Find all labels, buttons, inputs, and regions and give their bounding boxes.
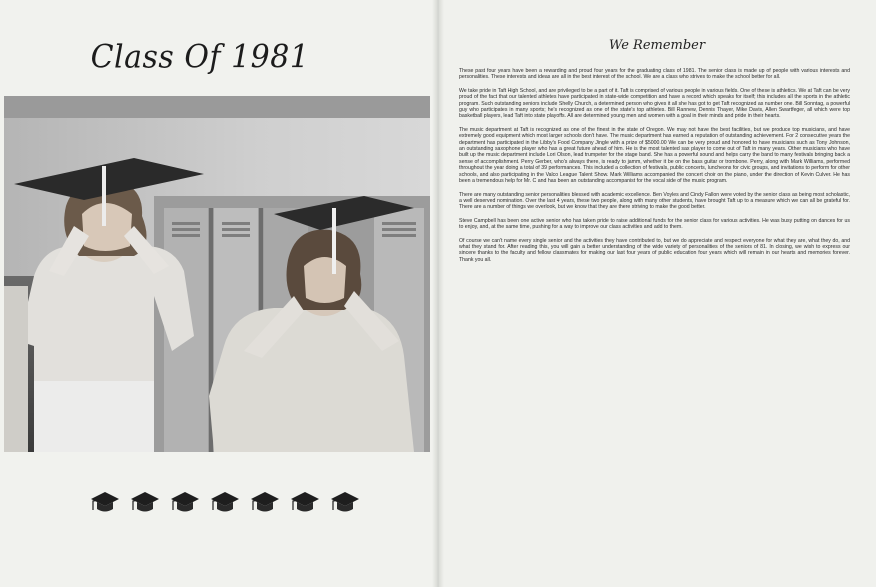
right-page-title: We Remember — [608, 38, 706, 53]
graduation-cap-icon — [330, 488, 360, 516]
senior-girls-photo — [4, 96, 430, 452]
graduation-cap-icon — [210, 488, 240, 516]
page-gutter — [432, 0, 444, 587]
paragraph: We take pride in Taft High School, and are privileged to be a part of it. Taft is comprised of various people in various fields. One of these is athletics. We at Taft can be very proud of the fact that our talented athletes have participated in state-wide competition and have a record which speaks for itself; this includes all the sports in the athletic program. Such outstanding seniors include Shelly Church, a determined person who gives it all she has got to get Taft recognized as number one. Bill Sonntag, a powerful guy who participates in many sports; he's recognized as one of the state's top athletes. Bill Rannew, Dennis Thayer, Mike Davis, Allen Swartfeger, all which were top basketball players, lead Taft into state playoffs. All are determined young men and women with a goal in their minds and pride in their hearts. — [459, 87, 850, 120]
left-page-title: Class Of 1981 — [90, 39, 310, 76]
paragraph: These past four years have been a rewarding and proud four years for the graduating class of 1981. The senior class is made up of people with various interests and personalities. These interests and ideas are all in the best interest of the school. We are a class who strives to make the school better for all. — [459, 68, 850, 81]
photo-illustration — [4, 96, 430, 452]
graduation-caps-row — [90, 488, 360, 518]
graduation-cap-icon — [130, 488, 160, 516]
graduation-cap-icon — [170, 488, 200, 516]
graduation-cap-icon — [90, 488, 120, 516]
paragraph: Steve Campbell has been one active senior who has taken pride to raise additional funds for the senior class for various activities. He was busy putting on dances for us to enjoy, and, at the same time, pushing for a way to improve our class activities and add to them. — [459, 217, 850, 231]
graduation-cap-icon — [290, 488, 320, 516]
paragraph: Of course we can't name every single senior and the activities they have contributed to, but we do appreciate and respect everyone for what they are, what they do, and what they stand for. After reading this, you will gain a better understanding of the wide variety of personalities of the seniors of 81. In closing, we wish to express our sincere thanks to the faculty and fellow classmates for making our last four years of public education four years which will remain in our hearts and memories forever. Thank you all. — [459, 237, 850, 263]
article-body — [459, 68, 850, 270]
paragraph: There are many outstanding senior personalities blessed with academic excellence. Ben Voyles and Cindy Fallon were voted by the senior class as being most scholastic, a well deserved nomination. Over the last 4 years, these two people, along with many other students, have brought Taft up to a measure which we can all be grateful for. There are a number of things we overlook, but we know that they are there striving to make the good better. — [459, 191, 850, 211]
graduation-cap-icon — [250, 488, 280, 516]
paragraph: The music department at Taft is recognized as one of the finest in the state of Oregon. We may not have the best facilities, but we produce top musicians, and have extremely good equipment which most larger schools don't have. The music department has earned a reputation of outstanding achievement. For 2 consecutive years the department has participated in the Libby's Food Company Jingle with a prize of $5000.00 We can be very proud and honored to have musicians such as Tony Johnson, an outstanding saxophone player who has a great future ahead of him. He is the most talented sax player to come out of Taft in many years. Other musicians who have built up the music department include Lori Olson, lead trumpeter for the stage band. She has a powerful sound and helps carry the band to many festivals bringing back a sense of accomplishment. Perry Gerber, who's always there, is ready to jamm, whether it be on the bass guitar or trombone. Perry, along with Mark Williams, performed throughout the year doing a total of 39 performances. This included a collection of festivals, public concerts, luncheons for civic groups, and invitations to perform for other schools, and also participating in the Valco League Talent Show. Mark Williams accompanied the concert choir on the piano, under the direction of Kevin Culver. He has been a tremendous help for Mr. C and has been an outstanding accompanist for the vocal side of the music program. — [459, 126, 850, 185]
